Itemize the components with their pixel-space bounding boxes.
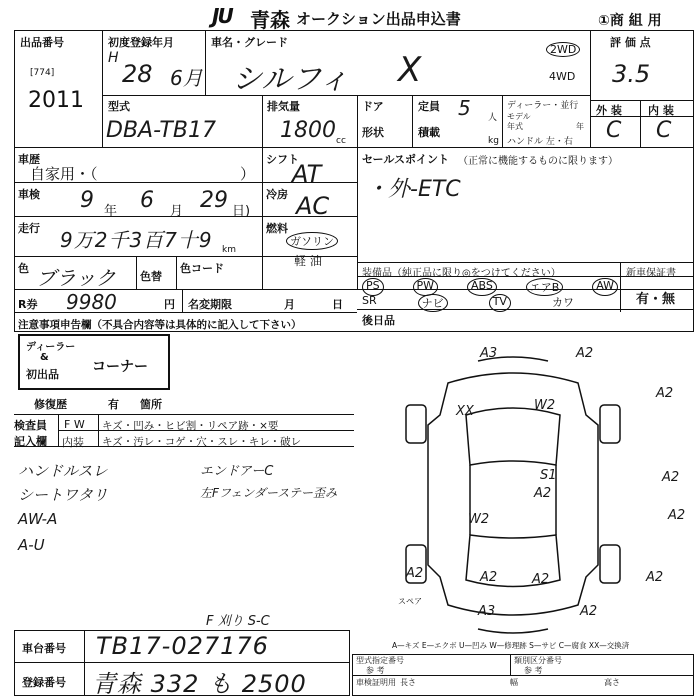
- mark-a2-right-2: A2: [668, 508, 686, 523]
- color-code-label: 色コード: [180, 262, 224, 275]
- drive-4wd: 4WD: [549, 70, 576, 83]
- equipment-label: 装備品（純正品に限り◎をつけてください）: [362, 268, 561, 279]
- mark-a2-center-bottom: A2: [532, 572, 550, 587]
- color-label: 色: [18, 262, 29, 275]
- interior-label: 内 装: [648, 104, 674, 117]
- recycle-unit: 円: [164, 298, 175, 311]
- recorder-label: 記入欄: [14, 435, 47, 448]
- mark-a2-right-bottom: A2: [646, 570, 664, 585]
- dealer-handle-label: ハンドル 左・右: [507, 137, 573, 147]
- remark-left-4: A-U: [18, 536, 45, 554]
- aftermarket-label: 後日品: [362, 314, 395, 327]
- inspection-year-unit: 年: [104, 204, 118, 219]
- displacement-unit: cc: [336, 136, 346, 146]
- equip-ps: PS: [362, 278, 384, 296]
- name-change-day: 日: [332, 298, 343, 311]
- sales-point-label: セールスポイント: [362, 153, 450, 166]
- aircon-value: AC: [296, 192, 330, 220]
- repair-value: 有: [108, 398, 119, 411]
- interior-row-label: 内装: [62, 436, 84, 449]
- dealer-year-label: 年式: [507, 122, 523, 131]
- interior-row-items: キズ・汚レ・コゲ・穴・スレ・キレ・破レ: [102, 436, 302, 448]
- warranty-label: 新車保証書: [626, 268, 676, 279]
- mark-s1: S1: [540, 468, 557, 483]
- car-label: 車名・グレード: [211, 36, 288, 49]
- car-name: シルフィ: [232, 62, 349, 97]
- mark-w2-top: W2: [534, 398, 556, 413]
- plate-label: 登録番号: [22, 676, 66, 689]
- chassis-label: 車台番号: [22, 642, 66, 655]
- form-title: オークション出品申込書: [296, 10, 461, 28]
- grade-label: 評 価 点: [610, 36, 651, 49]
- lot-sub: [774]: [30, 68, 55, 78]
- registration-year: 28: [122, 60, 153, 88]
- mark-xx: XX: [456, 404, 474, 419]
- type-label: 型式指定番号: [356, 656, 404, 665]
- height-label: 高さ: [604, 678, 620, 687]
- grade-score: 3.5: [612, 60, 651, 88]
- model-label: 型式: [108, 100, 130, 113]
- mark-a2-mid: A2: [534, 486, 552, 501]
- displacement-value: 1800: [280, 118, 336, 143]
- equip-navi: ナビ: [418, 294, 448, 312]
- inspection-day: 29: [200, 188, 228, 213]
- repair-note: 箇所: [140, 398, 162, 411]
- cert-label: 車検証明用: [356, 678, 396, 687]
- stamp-corner: コーナー: [92, 359, 148, 375]
- fuel-gas: ガソリン: [286, 232, 338, 250]
- inspection-month-unit: 月: [170, 204, 184, 219]
- lot-label: 出品番号: [20, 36, 64, 49]
- inspection-year: 9: [80, 188, 94, 213]
- car-grade: X: [398, 50, 422, 90]
- color-value: ブラック: [36, 266, 116, 290]
- capacity-label: 定員: [418, 100, 440, 113]
- capacity-unit: 人: [488, 113, 498, 123]
- registration-month: 6月: [170, 66, 203, 90]
- registration-era: H: [108, 50, 119, 66]
- car-outline: [406, 357, 620, 633]
- equip-pw: PW: [413, 278, 439, 296]
- type-sub: 参 考: [366, 666, 385, 675]
- equip-abs: ABS: [467, 278, 497, 296]
- equipment-row2: [362, 294, 574, 312]
- mark-a2-lower-mid: A2: [480, 570, 498, 585]
- lot-number: 2011: [28, 88, 84, 113]
- dealer-model-label: モデル: [507, 112, 531, 121]
- exterior-grade: C: [606, 118, 622, 143]
- sales-point-value: ・外-ETC: [366, 177, 461, 202]
- mark-a3-top: A3: [480, 346, 498, 361]
- brand: 青森: [250, 8, 290, 32]
- mileage-value: 9万2千3百7十9: [60, 228, 213, 252]
- capacity-value: 5: [458, 96, 471, 120]
- history-value: 自家用・（: [30, 165, 98, 183]
- mark-w2-left: W2: [468, 512, 490, 527]
- registration-label: 初度登録年月: [108, 36, 174, 49]
- damage-legend: A—キズ E—エクボ U—凹み W—修理跡 S—サビ C—腐食 XX—交換済: [392, 641, 630, 650]
- equip-sr: SR: [362, 294, 377, 307]
- model-value: DBA-TB17: [106, 118, 216, 143]
- fuel-diesel: 軽 油: [294, 254, 322, 268]
- mark-a2-right-mid: A2: [662, 470, 680, 485]
- equip-leather: カワ: [551, 296, 574, 309]
- load-unit: kg: [488, 136, 499, 146]
- mileage-label: 走行: [18, 222, 40, 235]
- damage-diagram: [388, 355, 638, 635]
- shift-value: AT: [292, 160, 322, 188]
- chassis-value: TB17-027176: [96, 632, 269, 660]
- equip-tv: TV: [489, 294, 511, 312]
- drive-2wd: 2WD: [546, 42, 580, 57]
- copy-label: ①商 組 用: [598, 13, 662, 29]
- warranty-value: 有・無: [636, 292, 676, 307]
- remark-left-2: シートワタリ: [18, 486, 108, 504]
- remark-right-1: エンドアーC: [200, 464, 274, 479]
- stamp-dealer: ディーラー: [26, 342, 76, 353]
- fw-row-items: キズ・凹み・ヒビ割・リペア跡・×要: [102, 420, 279, 432]
- dealer-label: ディーラー・並行: [507, 101, 579, 111]
- name-change-month: 月: [284, 298, 295, 311]
- repair-label: 修復歴: [34, 398, 67, 411]
- history-label: 車歴: [18, 153, 40, 166]
- mark-a2-right-top: A2: [656, 386, 674, 401]
- equip-aw: AW: [592, 278, 618, 296]
- dealer-year-unit: 年: [576, 122, 584, 131]
- width-label: 幅: [510, 678, 518, 687]
- mark-a2-top: A2: [576, 346, 594, 361]
- fuel-label: 燃料: [266, 222, 288, 235]
- displacement-label: 排気量: [267, 100, 300, 113]
- inspection-label: 車検: [18, 188, 40, 201]
- remark-bottom: F 刈り S-C: [206, 614, 270, 629]
- color-change-label: 色替: [140, 270, 162, 283]
- mark-a2-left-bottom: A2: [406, 566, 424, 581]
- spare-label: スペア: [398, 597, 422, 606]
- mileage-unit: km: [222, 245, 236, 255]
- recycle-label: R券: [18, 298, 38, 311]
- inspection-day-unit: 日): [232, 204, 251, 219]
- class-label: 類別区分番号: [514, 656, 562, 665]
- inspector-label: 検査員: [14, 419, 47, 432]
- exterior-label: 外 装: [596, 104, 622, 117]
- history-close: ）: [240, 165, 256, 183]
- recycle-value: 9980: [66, 290, 117, 314]
- mark-a3-bottom: A3: [478, 604, 496, 619]
- fw-label: F W: [64, 418, 85, 431]
- shape-label: 形状: [362, 126, 384, 139]
- class-sub: 参 考: [524, 666, 543, 675]
- inspection-month: 6: [140, 188, 154, 213]
- remark-left-1: ハンドルスレ: [18, 462, 108, 480]
- length-label: 長さ: [400, 678, 416, 687]
- doors-label: ドア: [362, 100, 384, 113]
- logo: JU: [212, 4, 232, 28]
- load-label: 積載: [418, 126, 440, 139]
- equip-airbag: エアB: [526, 278, 564, 296]
- header: [0, 0, 700, 30]
- remark-left-3: AW-A: [18, 510, 58, 528]
- name-change-label: 名変期限: [188, 298, 232, 311]
- stamp-amp: &: [40, 352, 49, 363]
- notes-label: 注意事項申告欄（不具合内容等は具体的に記入して下さい）: [18, 319, 302, 331]
- sales-point-note: （正常に機能するものに限ります）: [458, 156, 618, 167]
- shift-label: シフト: [266, 153, 299, 166]
- stamp-first: 初出品: [26, 368, 59, 381]
- remark-right-2: 左Fフェンダーステー歪み: [200, 486, 337, 500]
- mark-a2-bottom: A2: [580, 604, 598, 619]
- plate-value: 青森 332 も 2500: [92, 670, 307, 698]
- interior-grade: C: [656, 118, 672, 143]
- aircon-label: 冷房: [266, 188, 288, 201]
